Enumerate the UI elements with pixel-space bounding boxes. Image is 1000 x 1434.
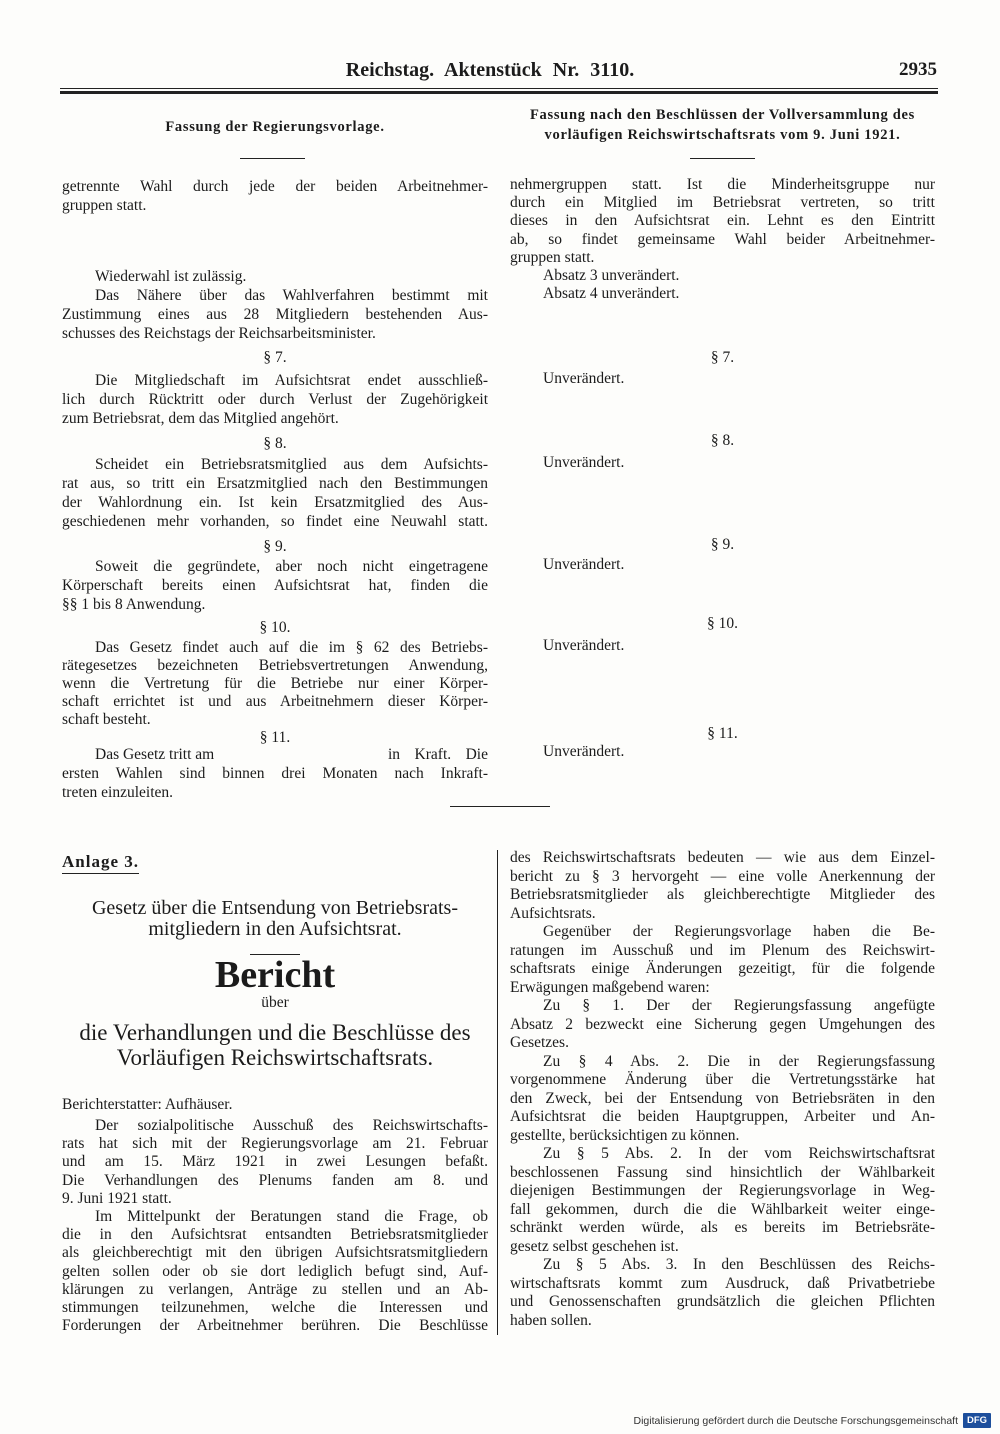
text-line: Zu § 5 Abs. 3. In den Beschlüssen des Reichs- bbox=[543, 1256, 935, 1273]
text-line: der Wahlordnung ein. Ist kein Ersatzmitglied des Aus- bbox=[62, 494, 488, 511]
text-line: getrennte Wahl durch jede der beiden Arbeitnehmer- bbox=[62, 178, 488, 195]
text-line: ratungen im Ausschuß und im Plenum des Reichswirt- bbox=[510, 941, 935, 959]
section-text bbox=[62, 455, 488, 531]
text-line: wenn die Vertretung für die Betriebe nur einer Körper- bbox=[62, 675, 488, 692]
text-line: Zustimmung eines aus 28 Mitgliedern bestehenden Aus- bbox=[62, 306, 488, 323]
text-line: dieses in den Aufsichtsrat ein. Lehnt es den Eintritt bbox=[510, 212, 935, 230]
section-number: § 8. bbox=[710, 432, 735, 449]
text-line: und Genossenschaften grundsätzlich die gleichen Pflichten bbox=[510, 1293, 935, 1310]
section-number: § 7. bbox=[263, 349, 287, 366]
text-line: rat aus, so tritt ein Ersatzmitglied nach den Bestimmungen bbox=[62, 475, 488, 492]
paragraph-intro-right bbox=[510, 176, 935, 303]
text-line: gruppen statt. bbox=[510, 248, 595, 266]
paragraph-wahl bbox=[62, 267, 488, 343]
paragraph-intro bbox=[62, 177, 488, 215]
text-line: Die Mitgliedschaft im Aufsichtsrat endet ausschließ- bbox=[95, 372, 488, 389]
text-line: fall gekommen, durch die die Wählbarkeit weiter einge- bbox=[510, 1200, 935, 1218]
text-line: Erwägungen maßgebend waren: bbox=[510, 978, 710, 996]
text-line: Unverändert. bbox=[543, 743, 625, 760]
text-line: Im Mittelpunkt der Beratungen stand die Frage, ob bbox=[95, 1207, 488, 1225]
text-line: des Reichswirtschaftsrats bedeuten — wie aus dem Einzel- bbox=[510, 849, 935, 866]
rapporteur bbox=[62, 1096, 488, 1114]
report-subject-line: Vorläufigen Reichswirtschaftsrats. bbox=[116, 1045, 434, 1070]
section-text bbox=[510, 636, 935, 655]
section-number: § 11. bbox=[707, 725, 738, 742]
text-line: Aufsichtsrat die beiden Hauptgruppen, Arbeiter und An- bbox=[510, 1108, 935, 1125]
text-line: Die Verhandlungen des Plenums fanden am 8. und bbox=[62, 1171, 488, 1189]
section-text bbox=[62, 639, 488, 729]
text-line: Aufsichtsrats. bbox=[510, 904, 596, 922]
right-column-heading-line: Fassung nach den Beschlüssen der Vollversammlung des bbox=[529, 107, 915, 123]
text-line: Gegenüber der Regierungsvorlage haben die Be- bbox=[543, 923, 935, 940]
left-column-heading: Fassung der Regierungsvorlage. bbox=[165, 119, 385, 135]
text-line: Betriebsratsmitglieder als gleichberechtigte Mitglieder des bbox=[510, 886, 935, 903]
text-line: 9. Juni 1921 statt. bbox=[62, 1189, 172, 1207]
appendix-label: Anlage 3. bbox=[62, 852, 139, 874]
column-divider bbox=[497, 850, 498, 1335]
section-text bbox=[510, 555, 935, 574]
page-number: 2935 bbox=[899, 59, 937, 80]
text-line: und am 15. März 1921 in zwei Lesungen befaßt. bbox=[62, 1153, 488, 1171]
text-line: Gesetzes. bbox=[510, 1034, 569, 1051]
text-line: Zu § 1. Der der Regierungsfassung angefügte bbox=[543, 997, 935, 1014]
section-text bbox=[510, 742, 935, 761]
report-over: über bbox=[261, 994, 289, 1011]
text-line: als gleichberechtigt mit den übrigen Aufsichtsratsmitgliedern bbox=[62, 1244, 488, 1262]
report-title: Bericht bbox=[214, 954, 336, 996]
text-line-with-blank-date bbox=[62, 745, 488, 764]
text-line-start: Das Gesetz tritt am bbox=[95, 746, 215, 763]
section-text bbox=[62, 557, 488, 614]
rapporteur-line: Berichterstatter: Aufhäuser. bbox=[62, 1096, 233, 1113]
section-number: § 9. bbox=[263, 538, 287, 555]
text-line: Unverändert. bbox=[543, 556, 625, 573]
text-line: §§ 1 bis 8 Anwendung. bbox=[62, 596, 206, 613]
left-heading-rule bbox=[240, 158, 305, 159]
text-line: gruppen statt. bbox=[62, 197, 147, 214]
text-line: schaftsrats einige Änderungen gezeitigt, für die folgende bbox=[510, 960, 935, 977]
section-text bbox=[510, 453, 935, 472]
text-line: bericht zu § 3 hervorgeht — eine volle Anerkennung der bbox=[510, 867, 935, 885]
text-line: die in den Aufsichtsrat entsandten Betriebsratsmitglieder bbox=[62, 1226, 488, 1244]
law-title-line: Gesetz über die Entsendung von Betriebsrats- bbox=[91, 897, 458, 919]
right-column-heading-line: vorläufigen Reichswirtschaftsrats vom 9. Juni 1921. bbox=[544, 127, 901, 143]
text-line: Scheidet ein Betriebsratsmitglied aus dem Aufsichts- bbox=[95, 456, 488, 473]
text-line: lich durch Rücktritt oder durch Verlust der Zugehörigkeit bbox=[62, 391, 488, 408]
text-line: ersten Wahlen sind binnen drei Monaten nach Inkraft- bbox=[62, 765, 488, 782]
text-line: beschlossenen Fassung sind hinsichtlich der Wählbarkeit bbox=[510, 1163, 935, 1181]
text-line: Absatz 4 unverändert. bbox=[543, 285, 680, 303]
text-line: den Zweck, bei der Entsendung von Betriebsräten in den bbox=[510, 1089, 935, 1107]
section-separator-rule bbox=[450, 806, 550, 807]
text-line: Körperschaft bereits einen Aufsichtsrat hat, finden die bbox=[62, 577, 488, 594]
text-line: Absatz 3 unverändert. bbox=[543, 266, 680, 284]
law-title bbox=[62, 898, 488, 940]
section-number: § 10. bbox=[707, 615, 738, 632]
text-line: schaft besteht. bbox=[62, 711, 151, 728]
report-body-left bbox=[62, 1117, 488, 1335]
text-line: Zu § 4 Abs. 2. Die in der Regierungsfassung bbox=[543, 1052, 935, 1070]
text-line: wirtschaftsrats kommt zum Ausdruck, daß Privatbetriebe bbox=[510, 1274, 935, 1292]
report-subject-line: die Verhandlungen und die Beschlüsse des bbox=[79, 1020, 471, 1045]
section-text bbox=[510, 369, 935, 388]
text-line: ab, so findet gemeinsame Wahl beider Arbeitnehmer- bbox=[510, 230, 935, 248]
text-line: schränkt werden würde, als es bereits im Betriebsräte- bbox=[510, 1219, 935, 1236]
right-column-heading bbox=[510, 105, 935, 145]
text-line: treten einzuleiten. bbox=[62, 784, 174, 801]
section-number: § 9. bbox=[710, 536, 735, 553]
text-line: haben sollen. bbox=[510, 1311, 592, 1329]
text-line: Forderungen der Arbeitnehmer berühren. Die Beschlüsse bbox=[62, 1317, 488, 1335]
header-rule-thin bbox=[60, 88, 938, 89]
text-line: stimmungen teilzunehmen, welche die Interessen und bbox=[62, 1298, 488, 1316]
right-heading-rule bbox=[690, 158, 755, 159]
text-line: vorgenommene Änderung über die Vertretungsstärke hat bbox=[510, 1071, 935, 1088]
text-line: geschiedenen mehr vorhanden, so findet eine Neuwahl statt. bbox=[62, 513, 488, 530]
report-body-right bbox=[510, 849, 935, 1330]
dfg-logo: DFG bbox=[963, 1413, 991, 1428]
text-line: Das Gesetz findet auch auf die im § 62 des Betriebs- bbox=[95, 639, 488, 656]
page-header-title: Reichstag. Aktenstück Nr. 3110. bbox=[345, 59, 635, 81]
text-line: gelten sollen oder ob sie dort lediglich befugt sind, Auf- bbox=[62, 1262, 488, 1280]
text-line: Soweit die gegründete, aber noch nicht eingetragene bbox=[95, 558, 488, 575]
text-line: Absatz 2 bezweckt eine Sicherung gegen Umgehungen des bbox=[510, 1015, 935, 1033]
text-line: durch ein Mitglied im Betriebsrat vertreten, so tritt bbox=[510, 194, 935, 212]
law-title-line: mitgliedern in den Aufsichtsrat. bbox=[148, 918, 402, 940]
report-subject bbox=[62, 1020, 488, 1070]
section-number: § 10. bbox=[259, 619, 291, 636]
digitization-credit: Digitalisierung gefördert durch die Deutsche Forschungsgemeinschaft bbox=[633, 1415, 958, 1427]
text-line: Das Nähere über das Wahlverfahren bestimmt mit bbox=[95, 287, 488, 304]
section-text bbox=[62, 745, 488, 802]
text-line-end: in Kraft. Die bbox=[388, 746, 488, 763]
section-number: § 11. bbox=[259, 729, 291, 746]
text-line: rätegesetzes bezeichneten Betriebsvertretungen Anwendung, bbox=[62, 657, 488, 674]
text-line: nehmergruppen statt. Ist die Minderheitsgruppe nur bbox=[510, 176, 935, 193]
text-line: Unverändert. bbox=[543, 454, 625, 471]
header-rule-thick bbox=[60, 91, 938, 94]
text-line: schusses des Reichstags der Reichsarbeitsminister. bbox=[62, 325, 376, 342]
text-line: Der sozialpolitische Ausschuß des Reichswirtschafts- bbox=[95, 1117, 488, 1134]
text-line: zum Betriebsrat, dem das Mitglied angehört. bbox=[62, 410, 339, 427]
text-line: gesetz selbst geschehen ist. bbox=[510, 1237, 679, 1255]
section-text bbox=[62, 371, 488, 428]
section-number: § 8. bbox=[263, 435, 287, 452]
text-line: diejenigen Bestimmungen der Regierungsvorlage in Weg- bbox=[510, 1182, 935, 1199]
text-line: Unverändert. bbox=[543, 370, 625, 387]
text-line: schaft errichtet ist und aus Arbeitnehmern dieser Körper- bbox=[62, 693, 488, 710]
text-line: klärungen zu verlangen, Anträge zu stellen und an Ab- bbox=[62, 1280, 488, 1298]
text-line: Wiederwahl ist zulässig. bbox=[95, 268, 247, 285]
text-line: gestellte, berücksichtigen zu können. bbox=[510, 1126, 740, 1144]
text-line: rats hat sich mit der Regierungsvorlage am 21. Februar bbox=[62, 1135, 488, 1153]
section-number: § 7. bbox=[710, 349, 735, 366]
text-line: Unverändert. bbox=[543, 637, 625, 654]
text-line: Zu § 5 Abs. 2. In der vom Reichswirtschaftsrat bbox=[543, 1145, 935, 1162]
